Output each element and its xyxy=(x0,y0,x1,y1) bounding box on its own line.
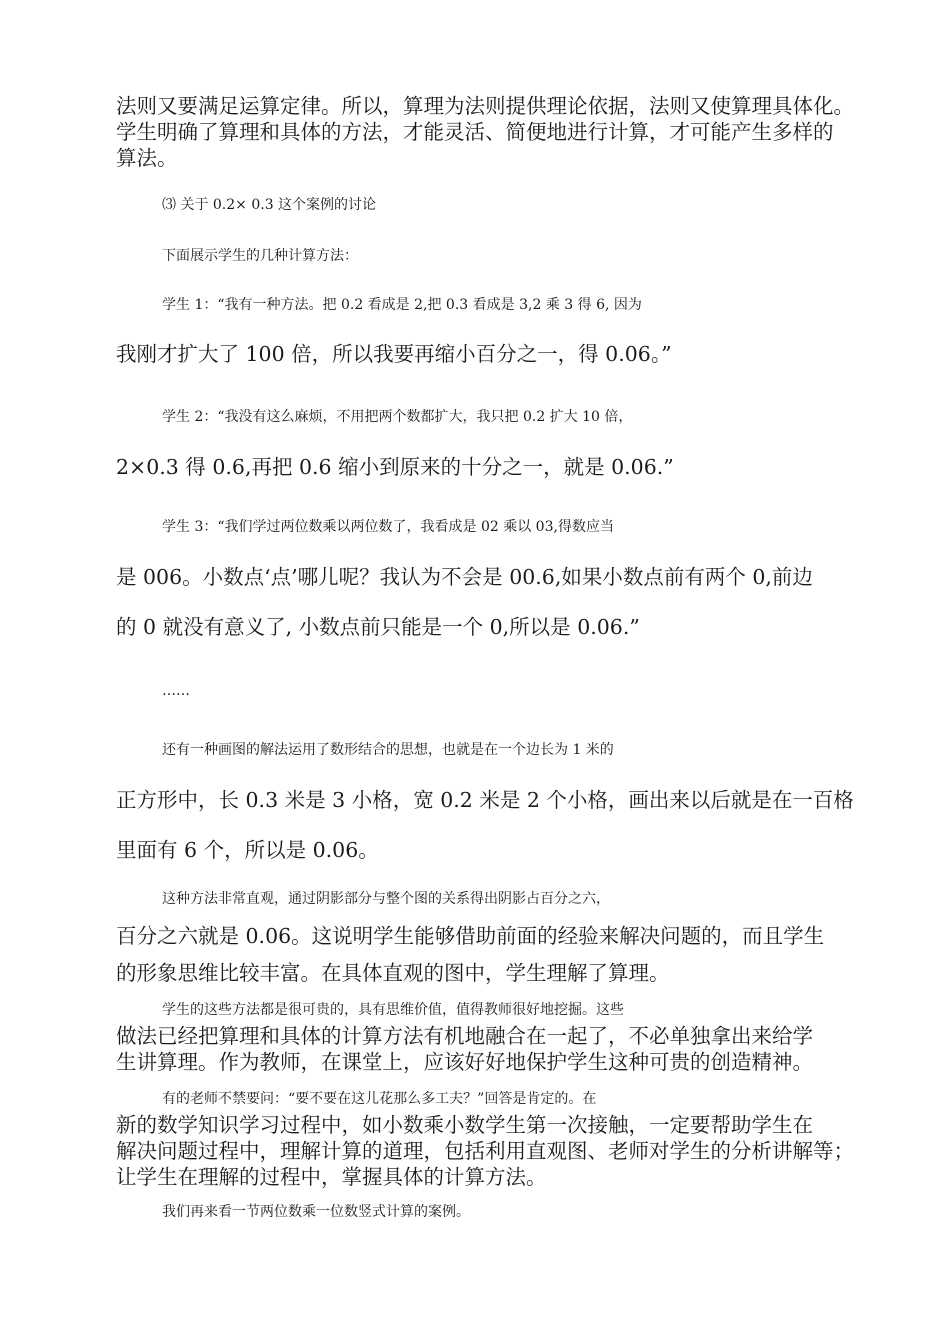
paragraph-line: 里面有 6 个，所以是 0.06。 xyxy=(116,838,379,862)
student-1-line: 我刚才扩大了 100 倍，所以我要再缩小百分之一，得 0.06。” xyxy=(116,342,672,366)
paragraph-line: 法则又要满足运算定律。所以，算理为法则提供理论依据，法则又使算理具体化。 xyxy=(116,94,854,118)
paragraph-line: 学生明确了算理和具体的方法，才能灵活、简便地进行计算，才可能产生多样的 xyxy=(116,120,834,144)
paragraph-line: 做法已经把算理和具体的计算方法有机地融合在一起了，不必单独拿出来给学 xyxy=(116,1024,813,1048)
paragraph-line: 还有一种画图的解法运用了数形结合的思想，也就是在一个边长为 1 米的 xyxy=(162,742,614,758)
paragraph-line: 解决问题过程中，理解计算的道理，包括利用直观图、老师对学生的分析讲解等； xyxy=(116,1139,854,1163)
student-3-line: 是 006。小数点‘点’哪儿呢？我认为不会是 00.6,如果小数点前有两个 0,前边 xyxy=(116,565,813,589)
student-3-line: 学生 3：“我们学过两位数乘以两位数了，我看成是 02 乘以 03,得数应当 xyxy=(162,519,614,535)
paragraph-line: 我们再来看一节两位数乘一位数竖式计算的案例。 xyxy=(162,1204,470,1220)
paragraph-line: 算法。 xyxy=(116,146,178,170)
paragraph-line: 生讲算理。作为教师，在课堂上，应该好好地保护学生这种可贵的创造精神。 xyxy=(116,1050,813,1074)
paragraph-line: 这种方法非常直观，通过阴影部分与整个图的关系得出阴影占百分之六， xyxy=(162,891,610,907)
student-1-line: 学生 1：“我有一种方法。把 0.2 看成是 2,把 0.3 看成是 3,2 乘 3 得 6, 因为 xyxy=(162,297,642,313)
paragraph-line: 的形象思维比较丰富。在具体直观的图中，学生理解了算理。 xyxy=(116,961,670,985)
section-heading: ⑶ 关于 0.2× 0.3 这个案例的讨论 xyxy=(162,197,377,213)
paragraph-line: 有的老师不禁要问：“要不要在这儿花那么多工夫？”回答是肯定的。在 xyxy=(162,1091,597,1107)
paragraph-line: 百分之六就是 0.06。这说明学生能够借助前面的经验来解决问题的，而且学生 xyxy=(116,924,825,948)
paragraph-line: 下面展示学生的几种计算方法： xyxy=(162,248,358,264)
student-2-line: 学生 2：“我没有这么麻烦，不用把两个数都扩大，我只把 0.2 扩大 10 倍， xyxy=(162,409,633,425)
paragraph-line: 新的数学知识学习过程中，如小数乘小数学生第一次接触，一定要帮助学生在 xyxy=(116,1113,813,1137)
paragraph-line: 正方形中，长 0.3 米是 3 小格，宽 0.2 米是 2 个小格，画出来以后就是在一百格 xyxy=(116,788,854,812)
ellipsis: …… xyxy=(162,683,190,699)
paragraph-line: 让学生在理解的过程中，掌握具体的计算方法。 xyxy=(116,1165,547,1189)
student-2-line: 2×0.3 得 0.6,再把 0.6 缩小到原来的十分之一，就是 0.06.” xyxy=(116,455,674,479)
paragraph-line: 学生的这些方法都是很可贵的，具有思维价值，值得教师很好地挖掘。这些 xyxy=(162,1002,624,1018)
student-3-line: 的 0 就没有意义了, 小数点前只能是一个 0,所以是 0.06.” xyxy=(116,615,640,639)
